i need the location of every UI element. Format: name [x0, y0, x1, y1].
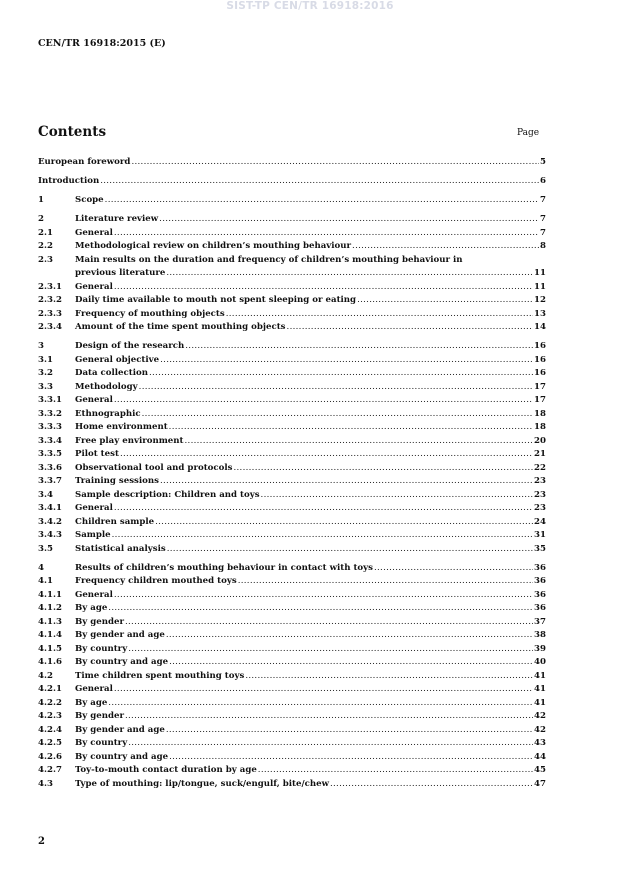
toc-entry-page: 7: [540, 195, 546, 205]
toc-entry-number: 3.1: [38, 354, 53, 365]
toc-entry-title: Methodology: [75, 381, 138, 392]
dot-leader: [125, 710, 533, 724]
dot-leader: [114, 227, 539, 241]
toc-entry-number: 4.2.2: [38, 697, 62, 708]
dot-leader: [238, 575, 533, 589]
toc-entry-page: 17: [534, 381, 546, 392]
toc-entry-title: previous literature: [75, 268, 166, 278]
toc-entry-title: Children sample: [75, 516, 155, 527]
toc-entry-title: General: [75, 503, 113, 513]
toc-entry[interactable]: [38, 656, 546, 670]
toc-entry-page: 23: [534, 503, 546, 513]
toc-entry-page: 36: [534, 562, 546, 573]
toc-entry[interactable]: [38, 575, 546, 589]
dot-leader: [159, 213, 539, 227]
toc-entry-number: 4.1.3: [38, 616, 62, 627]
toc-entry[interactable]: [38, 340, 546, 354]
toc-entry-number: 2.3.3: [38, 308, 62, 319]
toc-entry-page: 16: [534, 368, 546, 378]
toc-entry[interactable]: [38, 751, 546, 765]
toc-entry-number: 4.1.4: [38, 630, 62, 640]
toc-entry-title: Scope: [75, 195, 104, 205]
toc-entry-number: 3.4.1: [38, 503, 62, 513]
toc-entry-title: Introduction: [38, 176, 100, 186]
toc-entry[interactable]: [38, 643, 546, 657]
toc-entry[interactable]: [38, 156, 546, 170]
dot-leader: [185, 340, 533, 354]
toc-entry-title: Observational tool and protocols: [75, 462, 233, 473]
document-id: CEN/TR 16918:2015 (E): [38, 38, 166, 49]
toc-entry[interactable]: [38, 367, 546, 381]
toc-entry-page: 17: [534, 395, 546, 405]
toc-entry-title: Sample: [75, 530, 111, 540]
toc-entry-number: 3.3: [38, 381, 53, 392]
toc-entry-page: 20: [534, 435, 546, 446]
toc-entry[interactable]: [38, 562, 546, 576]
toc-entry-page: 36: [534, 589, 546, 600]
toc-entry-page: 42: [534, 724, 546, 735]
toc-entry-page: 37: [534, 616, 546, 627]
toc-entry-title: General objective: [75, 354, 160, 365]
toc-entry-number: 3.4: [38, 489, 53, 500]
dot-leader: [166, 629, 533, 643]
toc-entry-title: By age: [75, 697, 108, 708]
toc-entry-page: 8: [540, 241, 546, 251]
dot-leader: [112, 529, 533, 543]
toc-entry-title: General: [75, 395, 113, 405]
toc-entry[interactable]: [38, 683, 546, 697]
toc-entry-page: 40: [534, 657, 546, 667]
dot-leader: [287, 321, 534, 335]
toc-entry-title: Literature review: [75, 214, 159, 224]
toc-entry[interactable]: [38, 475, 546, 489]
toc-entry-page: 5: [540, 157, 546, 167]
toc-entry[interactable]: [38, 670, 546, 684]
toc-entry-number: 3: [38, 341, 44, 351]
toc-entry[interactable]: [38, 737, 546, 751]
toc-entry-number: 3.4.2: [38, 516, 62, 527]
toc-entry-title: By gender: [75, 616, 124, 627]
toc-entry-title: Sample description: Children and toys: [75, 489, 260, 500]
toc-entry-page: 47: [534, 778, 546, 789]
dot-leader: [114, 394, 533, 408]
toc-entry-number: 2.2: [38, 241, 53, 251]
toc-entry[interactable]: [38, 764, 546, 778]
dot-leader: [167, 543, 533, 557]
toc-entry-title: Training sessions: [75, 476, 159, 486]
toc-entry-number: 3.4.3: [38, 530, 62, 540]
toc-entry-number: 4.2: [38, 670, 53, 681]
toc-entry-title: Time children spent mouthing toys: [75, 670, 245, 681]
contents-heading: Contents: [38, 124, 107, 140]
toc-entry-title: Home environment: [75, 422, 168, 432]
toc-entry-title: By gender: [75, 711, 124, 721]
toc-entry[interactable]: [38, 602, 546, 616]
toc-entry-title: By country and age: [75, 751, 169, 762]
footer-page-number: 2: [38, 836, 45, 847]
toc-entry-title: By age: [75, 603, 108, 613]
toc-entry[interactable]: [38, 394, 546, 408]
toc-entry[interactable]: [38, 543, 546, 557]
dot-leader: [160, 354, 533, 368]
toc-entry-title: By country: [75, 643, 128, 654]
toc-entry-number: 2.1: [38, 227, 53, 238]
toc-entry[interactable]: [38, 589, 546, 603]
table-of-contents: [38, 156, 546, 791]
dot-leader: [128, 643, 533, 657]
toc-entry[interactable]: [38, 435, 546, 449]
toc-entry-title: Pilot test: [75, 449, 119, 459]
toc-entry-number: 2.3.1: [38, 281, 62, 292]
dot-leader: [142, 408, 533, 422]
toc-entry-number: 4.2.6: [38, 751, 62, 762]
toc-entry-title: Statistical analysis: [75, 543, 166, 554]
toc-entry-page: 18: [534, 408, 546, 419]
toc-entry-page: 35: [534, 543, 546, 554]
toc-entry[interactable]: [38, 616, 546, 630]
dot-leader: [139, 381, 533, 395]
dot-leader: [155, 516, 533, 530]
toc-entry-page: 41: [534, 670, 546, 681]
toc-entry-number: 3.3.5: [38, 449, 62, 459]
dot-leader: [233, 462, 533, 476]
toc-entry-page: 16: [534, 341, 546, 351]
toc-entry-page: 36: [534, 576, 546, 586]
toc-entry-title: General: [75, 589, 113, 600]
page-column-label: Page: [517, 128, 540, 138]
toc-entry-page: 11: [534, 268, 546, 278]
toc-entry[interactable]: [38, 254, 546, 281]
toc-entry-page: 11: [534, 281, 546, 292]
toc-entry-page: 42: [534, 711, 546, 721]
toc-entry-page: 21: [534, 449, 546, 459]
toc-entry-page: 36: [534, 603, 546, 613]
toc-entry[interactable]: [38, 381, 546, 395]
toc-entry[interactable]: [38, 194, 546, 208]
toc-entry[interactable]: [38, 408, 546, 422]
toc-entry-title: Free play environment: [75, 435, 184, 446]
toc-entry[interactable]: [38, 724, 546, 738]
toc-entry-title: By country and age: [75, 657, 169, 667]
toc-entry[interactable]: [38, 321, 546, 335]
dot-leader: [114, 589, 533, 603]
dot-leader: [166, 724, 533, 738]
toc-entry[interactable]: [38, 489, 546, 503]
dot-leader: [261, 489, 533, 503]
toc-entry-page: 12: [534, 295, 546, 305]
toc-entry[interactable]: [38, 516, 546, 530]
toc-entry-number: 2.3.4: [38, 322, 62, 332]
toc-entry-page: 23: [534, 476, 546, 486]
dot-leader: [114, 281, 533, 295]
toc-entry-page: 44: [534, 751, 546, 762]
toc-entry[interactable]: [38, 354, 546, 368]
dot-leader: [258, 764, 533, 778]
toc-entry-title: Daily time available to mouth not spent sleeping or eating: [75, 295, 357, 305]
dot-leader: [108, 697, 533, 711]
toc-entry[interactable]: [38, 421, 546, 435]
dot-leader: [105, 194, 539, 208]
toc-entry-number: 1: [38, 195, 44, 205]
toc-entry-page: 43: [534, 738, 546, 748]
toc-entry[interactable]: [38, 240, 546, 254]
toc-entry-title: Toy-to-mouth contact duration by age: [75, 765, 257, 775]
dot-leader: [149, 367, 533, 381]
toc-entry-number: 3.5: [38, 543, 53, 554]
toc-entry-title: By gender and age: [75, 724, 165, 735]
toc-entry[interactable]: [38, 448, 546, 462]
dot-leader: [131, 156, 539, 170]
dot-leader: [245, 670, 533, 684]
toc-entry-number: 4.2.1: [38, 684, 62, 694]
toc-entry-number: 2.3.2: [38, 295, 62, 305]
toc-entry-title-line: Main results on the duration and frequency of children’s mouthing behaviour in: [75, 254, 463, 265]
toc-entry-number: 4.1.5: [38, 643, 62, 654]
toc-entry-title: European foreword: [38, 157, 131, 167]
dot-leader: [114, 683, 533, 697]
toc-entry-number: 4.1.6: [38, 657, 62, 667]
dot-leader: [160, 475, 533, 489]
dot-leader: [120, 448, 533, 462]
toc-entry-number: 3.3.4: [38, 435, 62, 446]
toc-entry-title: Ethnographic: [75, 408, 141, 419]
toc-entry[interactable]: [38, 697, 546, 711]
dot-leader: [114, 502, 533, 516]
toc-entry-number: 4.2.7: [38, 765, 62, 775]
toc-entry-number: 3.3.1: [38, 395, 62, 405]
toc-entry-number: 4.1.1: [38, 589, 62, 600]
toc-entry-number: 2: [38, 214, 44, 224]
dot-leader: [330, 778, 533, 792]
toc-entry-number: 4.3: [38, 778, 53, 789]
toc-entry-number: 3.3.2: [38, 408, 62, 419]
toc-entry-title: Design of the research: [75, 341, 185, 351]
toc-entry-number: 4.1.2: [38, 603, 62, 613]
toc-entry-page: 14: [534, 322, 546, 332]
toc-entry[interactable]: [38, 294, 546, 308]
dot-leader: [226, 308, 533, 322]
dot-leader: [357, 294, 533, 308]
toc-entry-number: 4.2.4: [38, 724, 62, 735]
toc-entry[interactable]: [38, 502, 546, 516]
toc-entry-page: 45: [534, 765, 546, 775]
toc-entry-page: 13: [534, 308, 546, 319]
toc-entry-page: 7: [540, 214, 546, 224]
toc-entry-page: 38: [534, 630, 546, 640]
dot-leader: [169, 421, 533, 435]
toc-entry-number: 3.3.6: [38, 462, 62, 473]
toc-entry-page: 41: [534, 684, 546, 694]
toc-entry-title: Results of children’s mouthing behaviour in contact with toys: [75, 562, 373, 573]
dot-leader: [169, 751, 533, 765]
toc-entry-title: Frequency of mouthing objects: [75, 308, 225, 319]
toc-entry-number: 3.2: [38, 368, 53, 378]
dot-leader: [185, 435, 534, 449]
toc-entry-title: General: [75, 281, 113, 292]
toc-entry[interactable]: [38, 529, 546, 543]
toc-entry-number: 3.3.3: [38, 422, 62, 432]
toc-entry[interactable]: [38, 462, 546, 476]
toc-entry-number: 4.2.3: [38, 711, 62, 721]
toc-entry-number: 3.3.7: [38, 476, 62, 486]
toc-entry-page: 41: [534, 697, 546, 708]
dot-leader: [100, 175, 539, 189]
toc-entry-page: 24: [534, 516, 546, 527]
toc-entry-title: By country: [75, 738, 128, 748]
toc-entry-number: 4: [38, 562, 44, 573]
toc-entry[interactable]: [38, 213, 546, 227]
toc-entry-page: 22: [534, 462, 546, 473]
toc-entry-title: General: [75, 684, 113, 694]
toc-entry-page: 23: [534, 489, 546, 500]
toc-entry[interactable]: [38, 629, 546, 643]
toc-entry-page: 18: [534, 422, 546, 432]
toc-entry[interactable]: [38, 175, 546, 189]
toc-entry[interactable]: [38, 281, 546, 295]
toc-entry-title: Type of mouthing: lip/tongue, suck/engulf, bite/chew: [75, 778, 329, 789]
toc-entry-page: 6: [540, 176, 546, 186]
dot-leader: [169, 656, 533, 670]
toc-entry[interactable]: [38, 710, 546, 724]
toc-entry-page: 16: [534, 354, 546, 365]
toc-entry-page: 31: [534, 530, 546, 540]
dot-leader: [108, 602, 533, 616]
toc-entry-title: Methodological review on children’s mouthing behaviour: [75, 241, 352, 251]
toc-entry-title: General: [75, 227, 113, 238]
toc-entry-title: Amount of the time spent mouthing objects: [75, 322, 286, 332]
dot-leader: [374, 562, 533, 576]
toc-entry-page: 7: [540, 227, 546, 238]
toc-entry-page: 39: [534, 643, 546, 654]
dot-leader: [166, 267, 533, 281]
toc-entry[interactable]: [38, 227, 546, 241]
toc-entry[interactable]: [38, 308, 546, 322]
dot-leader: [128, 737, 533, 751]
dot-leader: [352, 240, 539, 254]
dot-leader: [125, 616, 533, 630]
watermark: SIST-TP CEN/TR 16918:2016: [226, 0, 394, 12]
toc-entry-number: 4.1: [38, 576, 53, 586]
toc-entry-number: 2.3: [38, 254, 53, 265]
toc-entry-title: Data collection: [75, 368, 148, 378]
toc-entry-title: By gender and age: [75, 630, 165, 640]
toc-entry-title: Frequency children mouthed toys: [75, 576, 237, 586]
toc-entry[interactable]: [38, 778, 546, 792]
toc-entry-number: 4.2.5: [38, 738, 62, 748]
